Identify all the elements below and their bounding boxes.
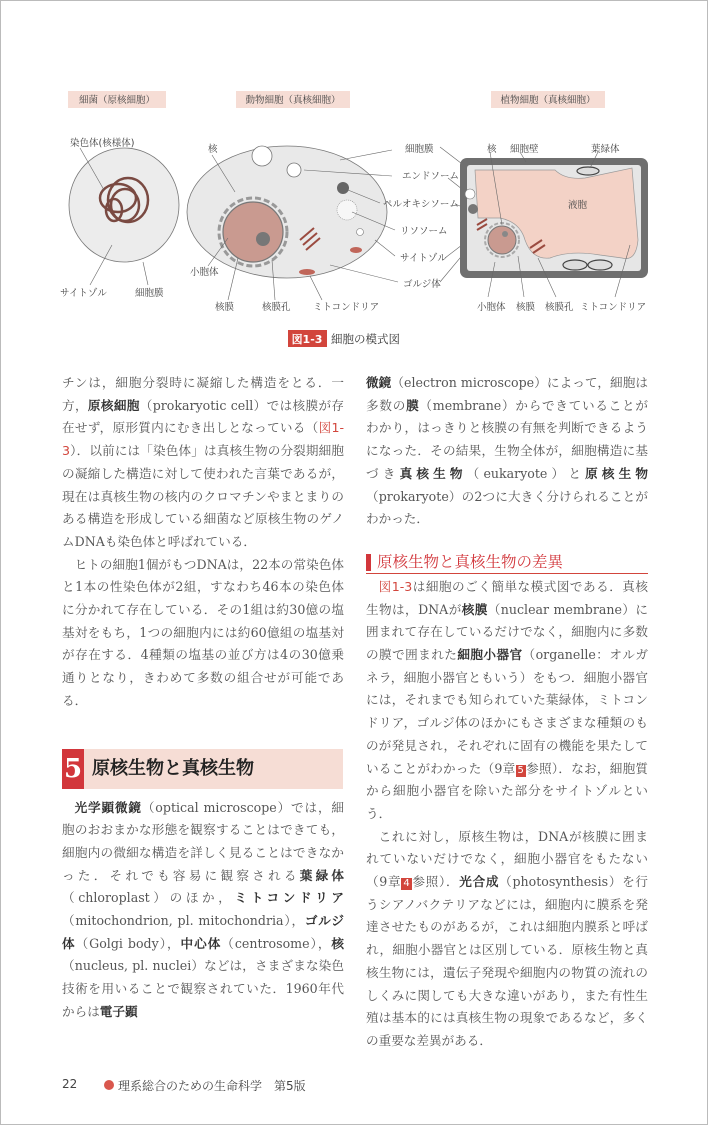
bold-term: 微鏡 xyxy=(366,375,392,390)
label-chloroplast: 葉緑体 xyxy=(591,144,620,155)
label-plant-nuclear-membrane: 核膜 xyxy=(516,302,536,313)
text-run: （eukaryote）と xyxy=(466,465,586,481)
label-animal-nuclear-membrane: 核膜 xyxy=(215,302,235,313)
text-run: （optical microscope）では，細胞のおおまかな形態を観察することはできても，細胞内の微細な構造を詳しく見ることはできなかった．それでも容易に観察される xyxy=(62,799,344,883)
label-plant-er: 小胞体 xyxy=(477,302,506,313)
label-chromosome: 染色体(核様体) xyxy=(70,138,135,149)
chapter-section-badge: 4 xyxy=(403,878,410,890)
text-run: ）．以前には「染色体」は真核生物の分裂期細胞の凝縮した構造に対して使われた言葉であるが，現在は真核生物の核内のクロマチンやまとまりのある構造を形成している細菌など原核生物のゲノムDNAも染色体と呼ばれている． xyxy=(62,443,344,549)
paragraph xyxy=(366,826,648,1053)
page-number: 22 xyxy=(62,1076,78,1091)
paragraph xyxy=(366,372,648,531)
bold-term: 中心体 xyxy=(180,935,222,951)
bold-term: 原核細胞 xyxy=(87,397,140,413)
paragraph xyxy=(62,554,344,713)
caption-text: 細胞の模式図 xyxy=(331,332,400,346)
bold-term: 光合成 xyxy=(459,874,500,890)
caption-badge: 図1-3 xyxy=(291,333,323,346)
text-run: （organelle：オルガネラ，細胞小器官ともいう）をもつ．細胞小器官には，それまでも知られていた葉緑体，ミトコンドリア，ゴルジ体のほかにもさまざまな種類のものが発見され，それぞれに固有の機能を果たしていることがわかった（9章 xyxy=(366,647,649,776)
text-run: 参照）． xyxy=(411,874,460,890)
text-run: （mitochondrion, pl. mitochondria）， xyxy=(62,913,305,929)
bold-term: 電子顕 xyxy=(99,1003,138,1019)
bold-term: 真核生物 xyxy=(399,465,467,481)
tag-bacteria-label: 細菌（原核細胞） xyxy=(78,95,156,106)
bold-term: ゴルジ体 xyxy=(62,913,345,951)
subsection-heading xyxy=(366,551,648,574)
figure-reference-link[interactable]: 図1-3 xyxy=(378,578,413,594)
bold-term: 膜 xyxy=(406,397,420,413)
subsection-title: 原核生物と真核生物の差異 xyxy=(377,552,564,571)
text-run: これに対し，原核生物は，DNAが核膜に囲まれていないだけでなく，細胞小器官をもたない（9章 xyxy=(366,828,648,890)
text-run: （nucleus, pl. nuclei）などは，さまざまな染色技術を用いることで観察されていた．1960年代からは xyxy=(62,958,344,1019)
section-heading xyxy=(62,749,343,789)
paragraph xyxy=(366,576,648,826)
label-animal-er: 小胞体 xyxy=(190,267,219,278)
section-title: 原核生物と真核生物 xyxy=(92,757,254,779)
text-run: （Golgi body）， xyxy=(75,935,181,951)
bold-term: 核 xyxy=(331,935,344,951)
paragraph xyxy=(62,372,344,554)
label-cell-wall: 細胞壁 xyxy=(510,144,539,155)
left-column xyxy=(62,372,344,1024)
figure-reference-link[interactable]: 図1-3 xyxy=(62,420,344,459)
text-run: （nuclear membrane）に囲まれて存在しているだけでなく，細胞内に多数の膜で囲まれた xyxy=(366,601,648,663)
section-number: 5 xyxy=(62,749,84,789)
paragraph xyxy=(62,797,344,1024)
label-lysosome: リソソーム xyxy=(400,226,448,237)
text-run: チンは，細胞分裂時に凝縮した構造をとる．一方， xyxy=(62,375,344,413)
text-run: （prokaryotic cell）では核膜が存在せず，原形質内にむき出しとなっている（ xyxy=(62,397,345,436)
label-bacteria-membrane: 細胞膜 xyxy=(135,288,164,299)
bold-term: 細胞小器官 xyxy=(457,647,523,663)
bold-term: 光学顕微鏡 xyxy=(74,799,142,815)
text-columns xyxy=(62,372,648,1053)
label-plant-mitochondria: ミトコンドリア xyxy=(580,302,647,313)
page-footer xyxy=(62,1077,648,1095)
label-bacteria-cytosol: サイトゾル xyxy=(60,288,107,299)
label-golgi: ゴルジ体 xyxy=(403,279,441,290)
text-run: （centrosome）， xyxy=(221,935,332,951)
label-endosome: エンドソーム xyxy=(402,171,460,182)
right-column xyxy=(366,372,648,1053)
label-animal-nucleus: 核 xyxy=(208,144,218,155)
tag-animal-label: 動物細胞（真核細胞） xyxy=(245,95,341,106)
bullet-dot-icon xyxy=(104,1080,114,1090)
text-run: （chloroplast）のほか， xyxy=(62,890,235,906)
subsection-bar xyxy=(366,554,371,571)
text-run: ヒトの細胞1個がもつDNAは，22本の常染色体と1本の性染色体が2組，すなわち46本の染色体に分かれて存在している．その1組は約30億の塩基対をもち，1つの細胞内には約60億組の塩基対が存在する．4種類の塩基の並び方は4の30億乗通りとなり，きわめて多数の組合せが可能である． xyxy=(62,556,344,708)
text-run: （photosynthesis）を行うシアノバクテリアなどには，細胞内に膜系を発達させたものがあるが，これは細胞内膜系と呼ばれ，細胞小器官とは区別している．原核生物と真核生物には，遺伝子発現や細胞内の物質の流れのしくみに関しても大きな違いがあり，また有性生殖は基本的には真核生物の現象であるなど，多くの重要な差異がある． xyxy=(366,874,649,1048)
label-animal-nuclear-pore: 核膜孔 xyxy=(262,302,291,313)
book-title: 理系総合のための生命科学 第5版 xyxy=(118,1078,306,1093)
tag-plant-label: 植物細胞（真核細胞） xyxy=(500,95,596,106)
text-run: 参照）．なお，細胞質から細胞小器官を除いた部分をサイトゾルという． xyxy=(366,760,648,821)
text-run: （electron microscope）によって，細胞は多数の xyxy=(366,375,648,413)
label-plant-nuclear-pore: 核膜孔 xyxy=(545,302,574,313)
label-membrane: 細胞膜 xyxy=(405,144,434,155)
label-plant-nucleus: 核 xyxy=(487,144,497,155)
bold-term: 原核生物 xyxy=(585,465,649,481)
label-cytosol: サイトゾル xyxy=(400,253,447,264)
text-run: （prokaryote）の2つに大きく分けられることがわかった． xyxy=(366,488,648,527)
text-run: は細胞のごく簡単な模式図である．真核生物は，DNAが xyxy=(366,578,648,617)
bold-term: 葉緑体 xyxy=(299,867,345,883)
bold-term: ミトコンドリア xyxy=(234,890,345,906)
label-vacuole: 液胞 xyxy=(568,200,588,211)
text-run: （membrane）からできていることがわかり，はっきりと核膜の有無を判断できるようになった．その結果，生物全体が，細胞構造に基づき xyxy=(366,397,649,481)
label-peroxisome: ペルオキシソーム xyxy=(383,199,459,210)
chapter-section-badge: 5 xyxy=(517,764,524,776)
bold-term: 核膜 xyxy=(461,601,488,617)
label-animal-mitochondria: ミトコンドリア xyxy=(313,302,380,313)
